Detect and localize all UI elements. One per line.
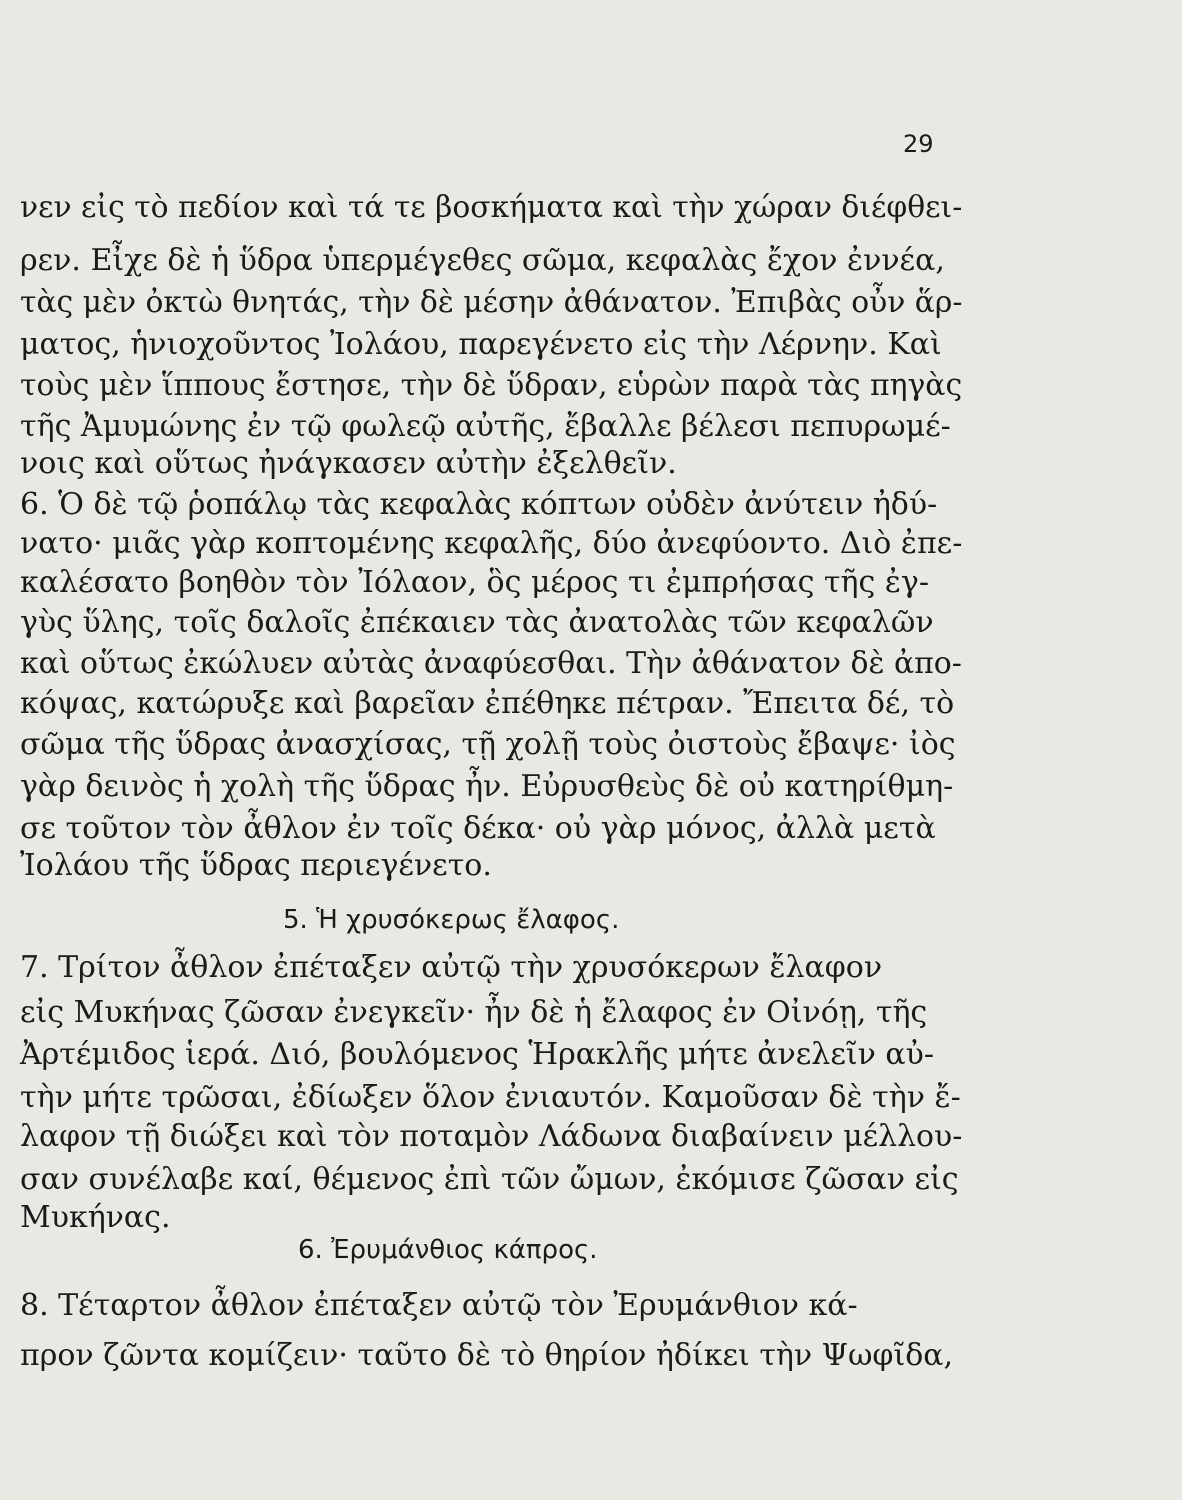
text-line: σε τοῦτον τὸν ἆθλον ἐν τοῖς δέκα· οὐ γὰρ μόνος, ἀλλὰ μετὰ <box>20 811 936 846</box>
text-line: 7. Τρίτον ἆθλον ἐπέταξεν αὐτῷ τὴν χρυσόκερων ἔλαφον <box>20 950 883 985</box>
section-heading: 6. Ἐρυμάνθιος κάπρος. <box>298 1235 598 1265</box>
text-line: καὶ οὕτως ἐκώλυεν αὐτὰς ἀναφύεσθαι. Τὴν ἀθάνατον δὲ ἀπο- <box>20 646 962 681</box>
text-line: ρεν. Εἶχε δὲ ἡ ὕδρα ὑπερμέγεθες σῶμα, κεφαλὰς ἔχον ἐννέα, <box>20 243 945 278</box>
text-line: γὺς ὕλης, τοῖς δαλοῖς ἐπέκαιεν τὰς ἀνατολὰς τῶν κεφαλῶν <box>20 605 934 640</box>
text-line: Ἰολάου τῆς ὕδρας περιεγένετο. <box>20 848 492 883</box>
text-line: νατο· μιᾶς γὰρ κοπτομένης κεφαλῆς, δύο ἀνεφύοντο. Διὸ ἐπε- <box>20 526 963 561</box>
text-line: νοις καὶ οὕτως ἠνάγκασεν αὐτὴν ἐξελθεῖν. <box>20 446 677 481</box>
text-line: καλέσατο βοηθὸν τὸν Ἰόλαον, ὃς μέρος τι ἐμπρήσας τῆς ἐγ- <box>20 565 929 600</box>
text-line: Μυκήνας. <box>20 1200 171 1235</box>
text-line: νεν εἰς τὸ πεδίον καὶ τά τε βοσκήματα καὶ τὴν χώραν διέφθει- <box>20 190 963 225</box>
text-line: Ἀρτέμιδος ἱερά. Διό, βουλόμενος Ἡρακλῆς μήτε ἀνελεῖν αὐ- <box>20 1037 935 1072</box>
text-line: 6. Ὁ δὲ τῷ ῥοπάλῳ τὰς κεφαλὰς κόπτων οὐδὲν ἀνύτειν ἠδύ- <box>20 487 938 522</box>
text-line: τῆς Ἀμυμώνης ἐν τῷ φωλεῷ αὐτῆς, ἔβαλλε βέλεσι πεπυρωμέ- <box>20 409 951 444</box>
text-line: λαφον τῇ διώξει καὶ τὸν ποταμὸν Λάδωνα διαβαίνειν μέλλου- <box>20 1119 963 1154</box>
text-line: κόψας, κατώρυξε καὶ βαρεῖαν ἐπέθηκε πέτραν. Ἔπειτα δέ, τὸ <box>20 686 955 721</box>
text-line: 8. Τέταρτον ἆθλον ἐπέταξεν αὐτῷ τὸν Ἐρυμάνθιον κά- <box>20 1288 858 1323</box>
text-line: τὰς μὲν ὀκτὼ θνητάς, τὴν δὲ μέσην ἀθάνατον. Ἐπιβὰς οὖν ἅρ- <box>20 285 963 320</box>
text-line: προν ζῶντα κομίζειν· ταῦτο δὲ τὸ θηρίον ἠδίκει τὴν Ψωφῖδα, <box>20 1338 954 1373</box>
text-line: ματος, ἡνιοχοῦντος Ἰολάου, παρεγένετο εἰς τὴν Λέρνην. Καὶ <box>20 327 942 362</box>
text-line: γὰρ δεινὸς ἡ χολὴ τῆς ὕδρας ἦν. Εὐρυσθεὺς δὲ οὐ κατηρίθμη- <box>20 769 954 804</box>
text-line: σαν συνέλαβε καί, θέμενος ἐπὶ τῶν ὤμων, ἐκόμισε ζῶσαν εἰς <box>20 1162 959 1197</box>
text-line: τοὺς μὲν ἵππους ἔστησε, τὴν δὲ ὕδραν, εὑρὼν παρὰ τὰς πηγὰς <box>20 368 963 403</box>
section-heading: 5. Ἡ χρυσόκερως ἔλαφος. <box>283 905 620 935</box>
page-number: 29 <box>903 130 934 158</box>
text-line: εἰς Μυκήνας ζῶσαν ἐνεγκεῖν· ἦν δὲ ἡ ἔλαφος ἐν Οἰνόῃ, τῆς <box>20 995 928 1030</box>
text-line: σῶμα τῆς ὕδρας ἀνασχίσας, τῇ χολῇ τοὺς ὀιστοὺς ἔβαψε· ἰὸς <box>20 727 956 762</box>
text-line: τὴν μήτε τρῶσαι, ἐδίωξεν ὅλον ἐνιαυτόν. Καμοῦσαν δὲ τὴν ἔ- <box>20 1080 961 1115</box>
